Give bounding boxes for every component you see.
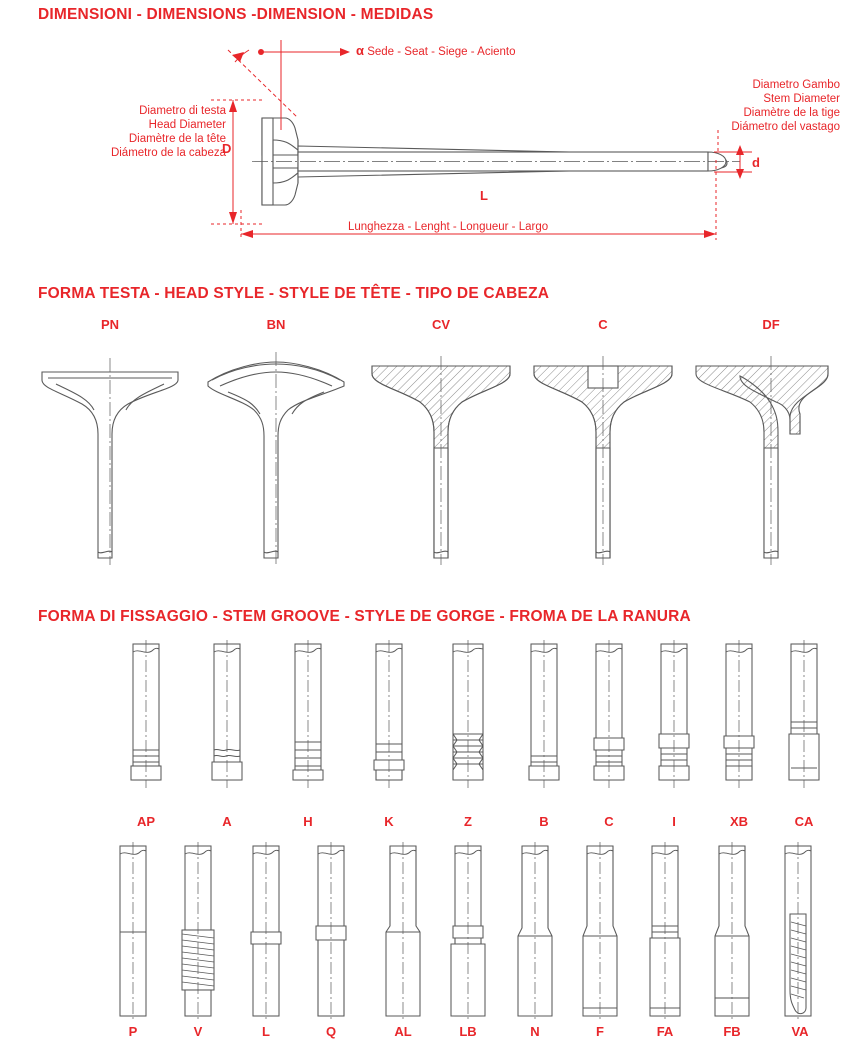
stem-groove-shape-al bbox=[386, 842, 420, 1022]
stem-groove-shape-q bbox=[316, 842, 346, 1022]
label-stem-diameter-line-3: Diamètre de la tige bbox=[743, 107, 840, 119]
stem-groove-code-va: VA bbox=[791, 1024, 809, 1039]
stem-groove-code-k: K bbox=[384, 814, 394, 829]
stem-groove-code-f: F bbox=[596, 1024, 604, 1039]
label-stem-diameter bbox=[640, 78, 840, 134]
stem-groove-shape-n bbox=[518, 842, 552, 1022]
stem-groove-shape-xb bbox=[724, 640, 754, 788]
section-title-stem-groove: FORMA DI FISSAGGIO - STEM GROOVE - STYLE DE GORGE - FROMA DE LA RANURA bbox=[38, 608, 691, 625]
stem-groove-code-fa: FA bbox=[656, 1024, 674, 1039]
stem-groove-shape-fb bbox=[715, 842, 749, 1022]
stem-groove-code-xb: XB bbox=[729, 814, 749, 829]
head-style-code-cv: CV bbox=[431, 317, 451, 332]
label-stem-diameter-line-1: Diametro Gambo bbox=[752, 79, 840, 91]
stem-groove-code-b: B bbox=[539, 814, 549, 829]
stem-groove-shape-v bbox=[182, 842, 214, 1022]
stem-groove-code-lb: LB bbox=[459, 1024, 477, 1039]
head-style-code-df: DF bbox=[762, 317, 780, 332]
label-length: Lunghezza - Lenght - Longueur - Largo bbox=[348, 221, 549, 233]
stem-groove-code-h: H bbox=[303, 814, 313, 829]
head-style-code-bn: BN bbox=[266, 317, 286, 332]
stem-groove-shape-i bbox=[659, 640, 689, 788]
stem-groove-code-z: Z bbox=[464, 814, 472, 829]
label-head-diameter bbox=[86, 104, 226, 160]
head-style-code-pn: PN bbox=[100, 317, 120, 332]
stem-groove-row-2 bbox=[0, 840, 860, 1025]
label-stem-diameter-line-4: Diámetro del vastago bbox=[731, 121, 840, 133]
section-title-dimensions: DIMENSIONI - DIMENSIONS -DIMENSION - MEDIDAS bbox=[38, 6, 434, 23]
stem-groove-code-l: L bbox=[262, 1024, 270, 1039]
stem-groove-shape-lb bbox=[451, 842, 485, 1022]
stem-groove-code-a: A bbox=[222, 814, 232, 829]
label-head-diameter-line-1: Diametro di testa bbox=[139, 105, 226, 117]
head-shape-c bbox=[534, 356, 672, 565]
head-shape-bn bbox=[208, 352, 344, 565]
stem-groove-shape-va bbox=[785, 842, 811, 1022]
stem-groove-code-ap: AP bbox=[136, 814, 156, 829]
head-style-diagrams bbox=[0, 330, 860, 580]
label-stem-diameter-line-2: Stem Diameter bbox=[763, 93, 840, 105]
stem-groove-code-i: I bbox=[672, 814, 676, 829]
stem-groove-code-fb: FB bbox=[723, 1024, 741, 1039]
stem-groove-shape-c bbox=[594, 640, 624, 788]
stem-groove-shape-k bbox=[374, 640, 404, 788]
label-head-diameter-line-2: Head Diameter bbox=[148, 119, 226, 131]
stem-groove-shape-fa bbox=[650, 842, 680, 1022]
stem-groove-row-1 bbox=[0, 638, 860, 818]
head-shape-cv bbox=[372, 356, 510, 565]
label-symbol-D: D bbox=[222, 141, 232, 156]
stem-groove-shape-f bbox=[583, 842, 617, 1022]
stem-groove-code-c: C bbox=[604, 814, 614, 829]
stem-groove-shape-a bbox=[212, 640, 242, 788]
label-head-diameter-line-4: Diámetro de la cabeza bbox=[110, 147, 226, 159]
stem-groove-code-al: AL bbox=[394, 1024, 412, 1039]
label-symbol-L: L bbox=[480, 188, 488, 203]
stem-groove-code-n: N bbox=[530, 1024, 540, 1039]
stem-groove-shape-ap bbox=[131, 640, 161, 788]
stem-groove-shape-z bbox=[453, 640, 483, 788]
stem-groove-code-p: P bbox=[128, 1024, 138, 1039]
stem-groove-code-q: Q bbox=[325, 1024, 337, 1039]
label-seat: α Sede - Seat - Siege - Aciento bbox=[356, 43, 516, 58]
head-shape-pn bbox=[42, 358, 178, 565]
section-title-head-style: FORMA TESTA - HEAD STYLE - STYLE DE TÊTE - TIPO DE CABEZA bbox=[38, 285, 550, 302]
stem-groove-shape-b bbox=[529, 640, 559, 788]
stem-groove-code-ca: CA bbox=[794, 814, 814, 829]
stem-groove-shape-ca bbox=[789, 640, 819, 788]
label-head-diameter-line-3: Diamètre de la tête bbox=[128, 133, 226, 145]
head-shape-df bbox=[696, 356, 828, 565]
stem-groove-shape-p bbox=[120, 842, 146, 1022]
stem-groove-code-v: V bbox=[193, 1024, 203, 1039]
label-symbol-d: d bbox=[752, 155, 760, 170]
stem-groove-shape-h bbox=[293, 640, 323, 788]
head-style-code-c: C bbox=[598, 317, 608, 332]
stem-groove-shape-l bbox=[251, 842, 281, 1022]
